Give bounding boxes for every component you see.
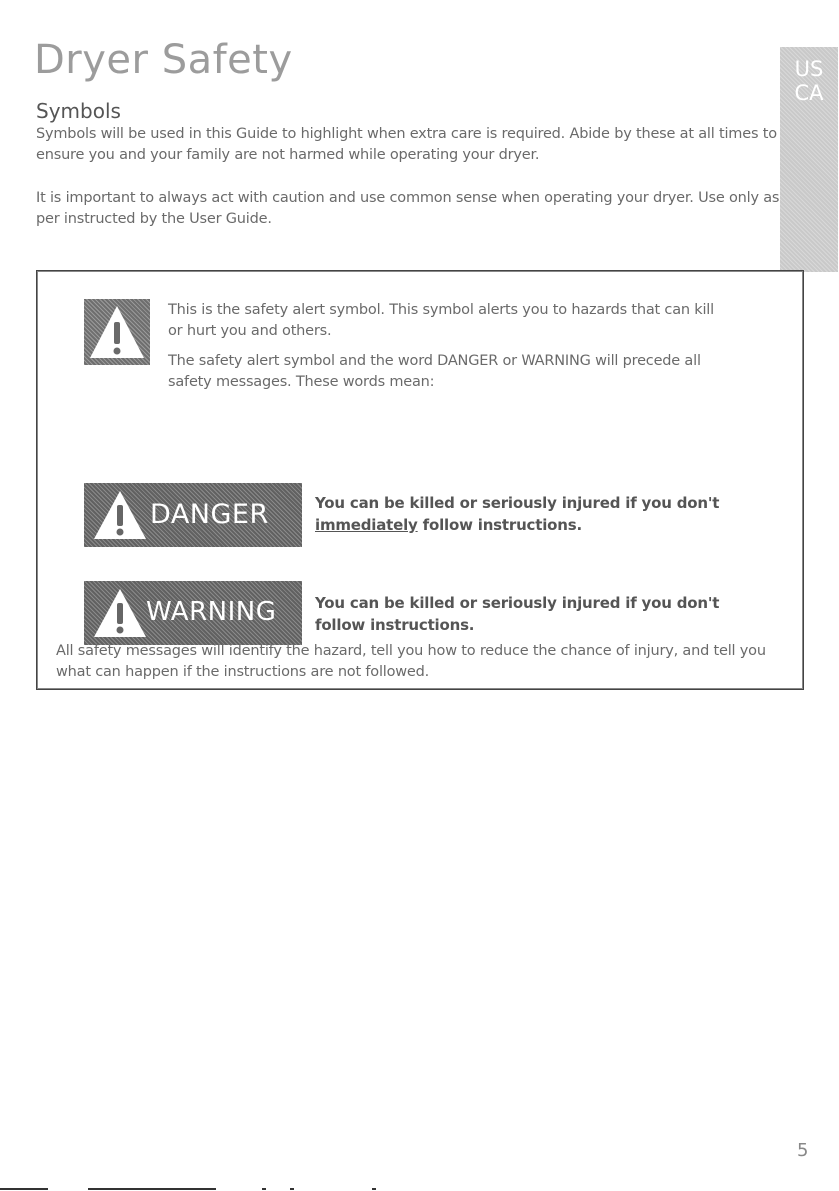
- danger-meaning: [315, 492, 755, 536]
- warning-signal-panel: [84, 581, 302, 645]
- danger-signal-panel: [84, 483, 302, 547]
- signal-words-description: The safety alert symbol and the word DANGER or WARNING will precede all safety messages. These words mean:: [168, 353, 701, 390]
- region-tab: [780, 47, 838, 272]
- section-heading-symbols: Symbols: [36, 99, 121, 123]
- danger-meaning-emphasis: immediately: [315, 516, 418, 534]
- region-tab-ca: CA: [794, 81, 824, 105]
- danger-meaning-part-2: follow instructions.: [417, 516, 582, 534]
- scan-artifact-lines: [0, 1186, 839, 1191]
- alert-triangle-icon: [92, 587, 148, 639]
- symbols-paragraph-1: Symbols will be used in this Guide to highlight when extra care is required. Abide by these at all times to ensure you and your family are not harmed while operating your dryer.: [36, 126, 777, 163]
- warning-label: WARNING: [146, 597, 277, 627]
- alert-symbol-description: This is the safety alert symbol. This symbol alerts you to hazards that can kill or hurt you and others.: [168, 302, 714, 339]
- danger-label: DANGER: [150, 499, 269, 530]
- page-title: Dryer Safety: [34, 37, 293, 83]
- warning-meaning: You can be killed or seriously injured if you don't follow instructions.: [315, 594, 720, 634]
- symbols-paragraph-2: It is important to always act with caution and use common sense when operating your dryer. Use only as per instructed by the User Guide.: [36, 190, 780, 227]
- alert-triangle-icon: [87, 302, 147, 362]
- alert-triangle-icon: [92, 489, 148, 541]
- safety-messages-closing-text: All safety messages will identify the hazard, tell you how to reduce the chance of injury, and tell you what can happen if the instructions are not followed.: [56, 643, 766, 680]
- safety-alert-symbol: [84, 299, 150, 365]
- region-tab-us: US: [794, 57, 824, 81]
- page-number: 5: [797, 1140, 809, 1161]
- danger-meaning-part-1: You can be killed or seriously injured if you don't: [315, 494, 720, 512]
